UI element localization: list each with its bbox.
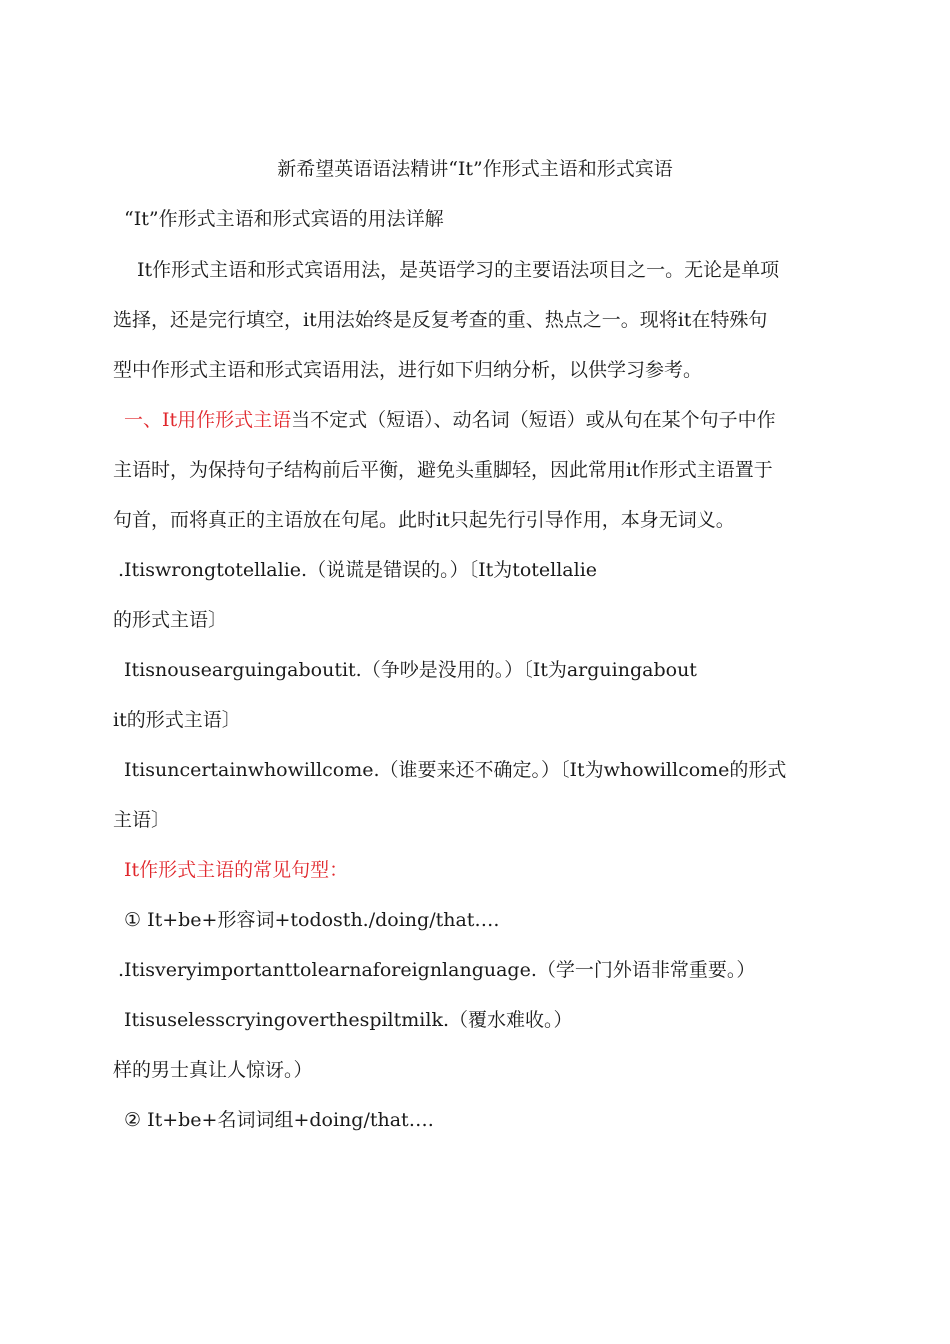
example-1-line-1: .Itiswrongtotellalie.（说谎是错误的。）〔It为totellalie bbox=[118, 559, 598, 581]
section1-line-2: 句首，而将真正的主语放在句尾。此时it只起先行引导作用，本身无词义。 bbox=[113, 509, 735, 531]
section1-line-1: 主语时，为保持句子结构前后平衡，避免头重脚轻，因此常用it作形式主语置于 bbox=[113, 459, 773, 481]
pattern-1: ① It+be+形容词+todosth./doing/that…. bbox=[124, 909, 500, 931]
example-2-line-2: it的形式主语〕 bbox=[113, 709, 241, 731]
intro-line-3: 型中作形式主语和形式宾语用法，进行如下归纳分析，以供学习参考。 bbox=[113, 359, 703, 381]
section1-lead-rest: 当不定式（短语）、动名词（短语）或从句在某个句子中作 bbox=[291, 409, 776, 431]
intro-line-1: It作形式主语和形式宾语用法，是英语学习的主要语法项目之一。无论是单项 bbox=[137, 259, 780, 281]
section1-heading: 一、It用作形式主语 bbox=[124, 409, 292, 431]
document-subtitle: “It”作形式主语和形式宾语的用法详解 bbox=[124, 208, 444, 230]
section1-lead bbox=[124, 407, 776, 433]
example-2-line-1: Itisnousearguingaboutit.（争吵是没用的。）〔It为arguingabout bbox=[124, 659, 697, 681]
pattern-2: ② It+be+名词词组+doing/that…. bbox=[124, 1109, 434, 1131]
example-3-line-1: Itisuncertainwhowillcome.（谁要来还不确定。）〔It为whowillcome的形式 bbox=[124, 759, 787, 781]
pattern-1-example-1: .Itisveryimportanttolearnaforeignlanguage.（学一门外语非常重要。） bbox=[118, 959, 756, 981]
example-3-line-2: 主语〕 bbox=[113, 809, 171, 831]
pattern-1-example-2: Itisuselesscryingoverthespiltmilk.（覆水难收。） bbox=[124, 1009, 573, 1031]
example-1-line-2: 的形式主语〕 bbox=[113, 609, 228, 631]
pattern-1-example-3: 样的男士真让人惊讶。） bbox=[113, 1059, 313, 1081]
intro-line-2: 选择，还是完行填空，it用法始终是反复考查的重、热点之一。现将it在特殊句 bbox=[113, 309, 768, 331]
document-title: 新希望英语语法精讲“It”作形式主语和形式宾语 bbox=[277, 158, 673, 180]
patterns-heading: It作形式主语的常见句型： bbox=[124, 859, 349, 881]
